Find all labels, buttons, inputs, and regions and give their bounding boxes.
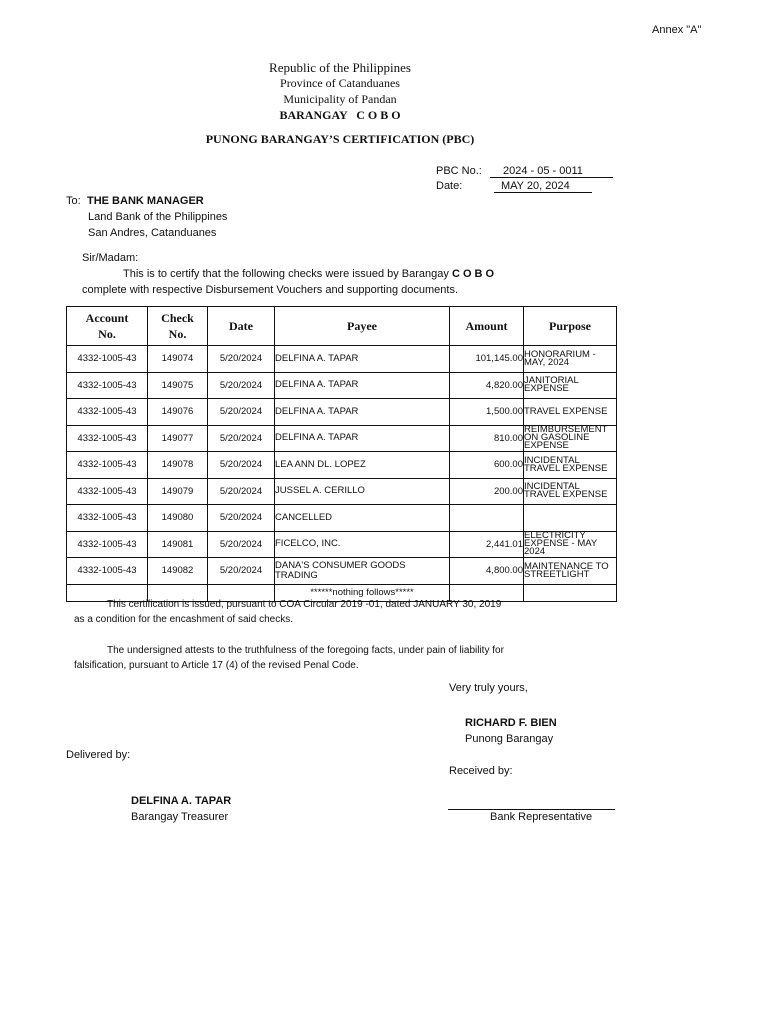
- cell-purpose: INCIDENTAL TRAVEL EXPENSE: [524, 452, 617, 479]
- cell-check: 149082: [148, 558, 208, 585]
- addressee-line1: Land Bank of the Philippines: [88, 211, 228, 223]
- cell-amount: 4,800.00: [450, 558, 524, 585]
- cell-account: 4332-1005-43: [67, 399, 148, 426]
- cell-date: 5/20/2024: [208, 531, 275, 558]
- header-account: Account No.: [67, 307, 148, 346]
- cell-date: 5/20/2024: [208, 478, 275, 505]
- cell-check: 149080: [148, 505, 208, 532]
- cell-amount: 600.00: [450, 452, 524, 479]
- table-row: [67, 425, 617, 452]
- cell-date: 5/20/2024: [208, 346, 275, 373]
- header-amount: Amount: [450, 307, 524, 346]
- cell-account: 4332-1005-43: [67, 346, 148, 373]
- cell-account: 4332-1005-43: [67, 478, 148, 505]
- cell-date: 5/20/2024: [208, 558, 275, 585]
- cell-purpose: [524, 505, 617, 532]
- date-label: Date:: [436, 180, 463, 192]
- cell-amount: [450, 505, 524, 532]
- header-payee: Payee: [275, 307, 450, 346]
- header-date: Date: [208, 307, 275, 346]
- cell-check: 149074: [148, 346, 208, 373]
- table-row: [67, 399, 617, 426]
- document-title: PUNONG BARANGAY’S CERTIFICATION (PBC): [205, 132, 475, 146]
- pbc-no-value: 2024 - 05 - 0011: [490, 165, 613, 178]
- treasurer-name: DELFINA A. TAPAR: [131, 795, 232, 807]
- cell-amount: 2,441.01: [450, 531, 524, 558]
- cell-account: 4332-1005-43: [67, 505, 148, 532]
- issued-line-2: as a condition for the encashment of said checks.: [74, 614, 294, 625]
- intro-text: This is to certify that the following checks were issued by Barangay: [123, 268, 449, 280]
- republic-line: Republic of the Philippines: [269, 60, 411, 75]
- table-header-row: [67, 307, 617, 346]
- table-row: [67, 452, 617, 479]
- header-purpose: Purpose: [524, 307, 617, 346]
- cell-check: 149077: [148, 425, 208, 452]
- cell-payee: LEA ANN DL. LOPEZ: [275, 452, 450, 479]
- cell-check: 149081: [148, 531, 208, 558]
- cell-purpose: TRAVEL EXPENSE: [524, 399, 617, 426]
- to-label: To:: [66, 195, 81, 207]
- table-row: [67, 505, 617, 532]
- cell-check: 149079: [148, 478, 208, 505]
- intro-barangay: C O B O: [451, 268, 495, 280]
- cell-amount: 200.00: [450, 478, 524, 505]
- province-line: Province of Catanduanes: [280, 76, 400, 90]
- cell-payee: CANCELLED: [275, 505, 450, 532]
- barangay-line: BARANGAY C O B O: [279, 108, 401, 122]
- intro-line-1: [123, 268, 494, 280]
- cell-payee: JUSSEL A. CERILLO: [275, 478, 450, 505]
- attest-line-1: The undersigned attests to the truthfulness of the foregoing facts, under pain of liability for: [107, 645, 504, 656]
- cell-purpose: HONORARIUM - MAY, 2024: [524, 346, 617, 373]
- cell-account: 4332-1005-43: [67, 558, 148, 585]
- annex-label: Annex "A": [652, 24, 702, 36]
- cell-date: 5/20/2024: [208, 452, 275, 479]
- table-row: [67, 346, 617, 373]
- addressee-line2: San Andres, Catanduanes: [88, 227, 217, 239]
- attest-line-2: falsification, pursuant to Article 17 (4) of the revised Penal Code.: [74, 660, 359, 671]
- signature-line: [448, 809, 615, 810]
- date-value: MAY 20, 2024: [494, 180, 592, 193]
- table-row: [67, 372, 617, 399]
- cell-check: 149076: [148, 399, 208, 426]
- cell-account: 4332-1005-43: [67, 452, 148, 479]
- cell-check: 149075: [148, 372, 208, 399]
- very-truly-yours: Very truly yours,: [449, 682, 528, 694]
- delivered-by-label: Delivered by:: [66, 749, 131, 761]
- signer-title: Punong Barangay: [465, 733, 554, 745]
- cell-purpose: ELECTRICITY EXPENSE - MAY 2024: [524, 531, 617, 558]
- cell-purpose: REIMBURSEMENT ON GASOLINE EXPENSE: [524, 425, 617, 452]
- salutation: Sir/Madam:: [82, 252, 139, 264]
- cell-date: 5/20/2024: [208, 372, 275, 399]
- cell-purpose: MAINTENANCE TO STREETLIGHT: [524, 558, 617, 585]
- issued-line-1: This certification is issued, pursuant to COA Circular 2019 -01, dated JANUARY 30, 2019: [107, 599, 502, 610]
- table-row: [67, 531, 617, 558]
- cell-account: 4332-1005-43: [67, 425, 148, 452]
- header-check: Check No.: [148, 307, 208, 346]
- cell-amount: 101,145.00: [450, 346, 524, 373]
- cell-payee: DELFINA A. TAPAR: [275, 346, 450, 373]
- nothing-follows: ******nothing follows*****: [275, 584, 450, 601]
- cell-payee: DELFINA A. TAPAR: [275, 425, 450, 452]
- cell-payee: DANA'S CONSUMER GOODS TRADING: [275, 558, 450, 585]
- signer-name: RICHARD F. BIEN: [465, 717, 557, 729]
- cell-empty: [524, 584, 617, 601]
- cell-payee: DELFINA A. TAPAR: [275, 372, 450, 399]
- cell-purpose: JANITORIAL EXPENSE: [524, 372, 617, 399]
- pbc-no-label: PBC No.:: [436, 165, 482, 177]
- cell-check: 149078: [148, 452, 208, 479]
- cell-account: 4332-1005-43: [67, 372, 148, 399]
- addressee-name: THE BANK MANAGER: [87, 195, 204, 207]
- bank-representative: Bank Representative: [490, 811, 593, 823]
- cell-amount: 1,500.00: [450, 399, 524, 426]
- cell-amount: 4,820.00: [450, 372, 524, 399]
- cell-account: 4332-1005-43: [67, 531, 148, 558]
- cell-payee: FICELCO, INC.: [275, 531, 450, 558]
- treasurer-title: Barangay Treasurer: [131, 811, 229, 823]
- cell-purpose: INCIDENTAL TRAVEL EXPENSE: [524, 478, 617, 505]
- cell-date: 5/20/2024: [208, 399, 275, 426]
- cell-date: 5/20/2024: [208, 425, 275, 452]
- cell-date: 5/20/2024: [208, 505, 275, 532]
- intro-line-2: complete with respective Disbursement Vouchers and supporting documents.: [82, 284, 459, 296]
- municipality-line: Municipality of Pandan: [283, 92, 397, 106]
- table-row: [67, 478, 617, 505]
- received-by-label: Received by:: [449, 765, 513, 777]
- table-row: [67, 558, 617, 585]
- checks-table: [66, 306, 617, 602]
- cell-payee: DELFINA A. TAPAR: [275, 399, 450, 426]
- cell-amount: 810.00: [450, 425, 524, 452]
